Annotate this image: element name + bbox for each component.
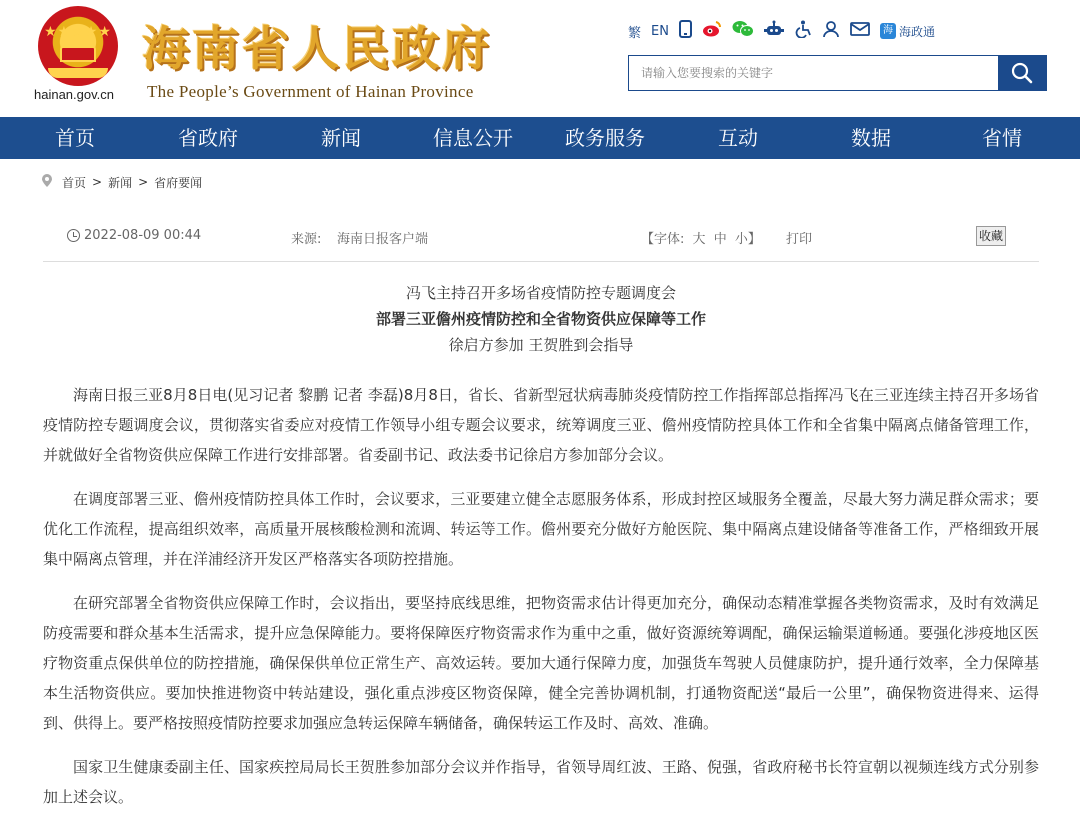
source-label: 来源:	[291, 232, 322, 247]
nav-item-government[interactable]: 省政府	[178, 126, 238, 150]
site-title[interactable]: 海南省人民政府	[142, 22, 492, 77]
search-icon	[1011, 62, 1033, 84]
article-meta	[43, 222, 1039, 262]
article-paragraph: 在研究部署全省物资供应保障工作时，会议指出，要坚持底线思维，把物资需求估计得更加充分，确保动态精准掌握各类物资需求，及时有效满足防疫需要和群众基本生活需求，提升应急保障能力。要将保障医疗物资需求作为重中之重，做好资源统筹调配，确保运输渠道畅通。要强化涉疫地区医疗物资重点保供单位的防控措施，确保保供单位正常生产、高效运转。要加大通行保障力度，加强货车驾驶人员健康防护，提升通行效率，全力保障基本生活物资供应。要加快推进物资中转站建设，强化重点涉疫区物资保障，健全完善协调机制，打通物资配送“最后一公里”，确保物资进得来、运得到、供得上。要严格按照疫情防控要求加强应急转运保障车辆储备，确保转运工作及时、高效、准确。	[43, 594, 1039, 732]
article-paragraph: 海南日报三亚8月8日电(见习记者 黎鹏 记者 李磊)8月8日，省长、省新型冠状病毒肺炎疫情防控工作指挥部总指挥冯飞在三亚连续主持召开多场省疫情防控专题调度会议，贯彻落实省委应对疫情工作领导小组专题会议要求，统筹调度三亚、儋州疫情防控具体工作和全省集中隔离点储备管理工作，并就做好全省物资供应保障工作进行安排部署。省委副书记、政法委书记徐启方参加部分会议。	[43, 386, 1039, 464]
article-title: 部署三亚儋州疫情防控和全省物资供应保障等工作	[375, 310, 706, 328]
publish-date	[67, 228, 201, 243]
font-size-label: 【字体:	[641, 232, 685, 247]
wechat-icon[interactable]	[732, 20, 754, 43]
main-nav	[0, 117, 1080, 159]
robot-icon[interactable]	[764, 20, 784, 43]
traditional-chinese-link[interactable]: 繁	[628, 25, 642, 41]
mobile-icon[interactable]	[679, 20, 692, 43]
accessibility-icon[interactable]	[794, 20, 812, 43]
nav-item-interaction[interactable]: 互动	[718, 126, 758, 150]
location-pin-icon	[42, 174, 52, 190]
publish-date-text: 2022-08-09 00:44	[84, 228, 202, 243]
breadcrumb	[42, 172, 202, 192]
breadcrumb-home[interactable]: 首页	[62, 175, 87, 190]
search-input[interactable]	[629, 56, 998, 90]
font-size-controls	[639, 228, 763, 247]
mail-icon[interactable]	[850, 21, 870, 42]
font-size-small[interactable]: 小】	[734, 232, 761, 247]
breadcrumb-headlines[interactable]: 省府要闻	[154, 175, 203, 190]
nav-item-province-info[interactable]: 省情	[982, 126, 1022, 150]
nav-item-news[interactable]: 新闻	[321, 126, 361, 150]
weibo-icon[interactable]	[702, 20, 722, 43]
national-emblem-icon[interactable]: ★★★★★	[38, 6, 118, 86]
nav-item-gov-services[interactable]: 政务服务	[565, 126, 645, 150]
site-domain: hainan.gov.cn	[34, 87, 114, 102]
search-box	[628, 55, 1047, 91]
breadcrumb-news[interactable]: 新闻	[108, 175, 133, 190]
search-button[interactable]	[998, 56, 1046, 90]
favorite-button[interactable]: 收藏	[976, 226, 1006, 246]
article-pre-title: 冯飞主持召开多场省疫情防控专题调度会	[405, 284, 676, 302]
haizhengtong-label: 海政通	[898, 24, 935, 39]
font-size-large[interactable]: 大	[692, 232, 706, 247]
haizhengtong-app-link[interactable]	[880, 23, 935, 40]
user-icon[interactable]	[822, 20, 840, 43]
english-link[interactable]: EN	[651, 23, 669, 39]
nav-item-info-disclosure[interactable]: 信息公开	[433, 126, 513, 150]
article-paragraph: 国家卫生健康委副主任、国家疾控局局长王贺胜参加部分会议并作指导，省领导周红波、王路、倪强，省政府秘书长符宣朝以视频连线方式分别参加上述会议。	[43, 758, 1039, 806]
breadcrumb-separator: >	[138, 175, 149, 189]
site-subtitle: The People’s Government of Hainan Province	[147, 82, 474, 101]
nav-item-home[interactable]: 首页	[55, 126, 95, 150]
source-name: 海南日报客户端	[337, 232, 429, 247]
site-header	[0, 0, 1080, 117]
font-size-medium[interactable]: 中	[713, 232, 727, 247]
article-body	[43, 280, 1039, 812]
haizhengtong-logo-icon: 海	[880, 23, 896, 39]
breadcrumb-separator: >	[92, 175, 103, 189]
clock-icon	[67, 229, 80, 242]
print-link[interactable]: 打印	[786, 232, 813, 247]
nav-item-data[interactable]: 数据	[851, 126, 891, 150]
article-paragraph: 在调度部署三亚、儋州疫情防控具体工作时，会议要求，三亚要建立健全志愿服务体系，形成封控区域服务全覆盖，尽最大努力满足群众需求；要优化工作流程，提高组织效率，高质量开展核酸检测和流调、转运等工作。儋州要充分做好方舱医院、集中隔离点建设储备等准备工作，严格细致开展集中隔离点管理，并在洋浦经济开发区严格落实各项防控措施。	[43, 490, 1039, 568]
article-subtitle: 徐启方参加 王贺胜到会指导	[448, 336, 634, 354]
header-toolbar	[628, 20, 935, 42]
